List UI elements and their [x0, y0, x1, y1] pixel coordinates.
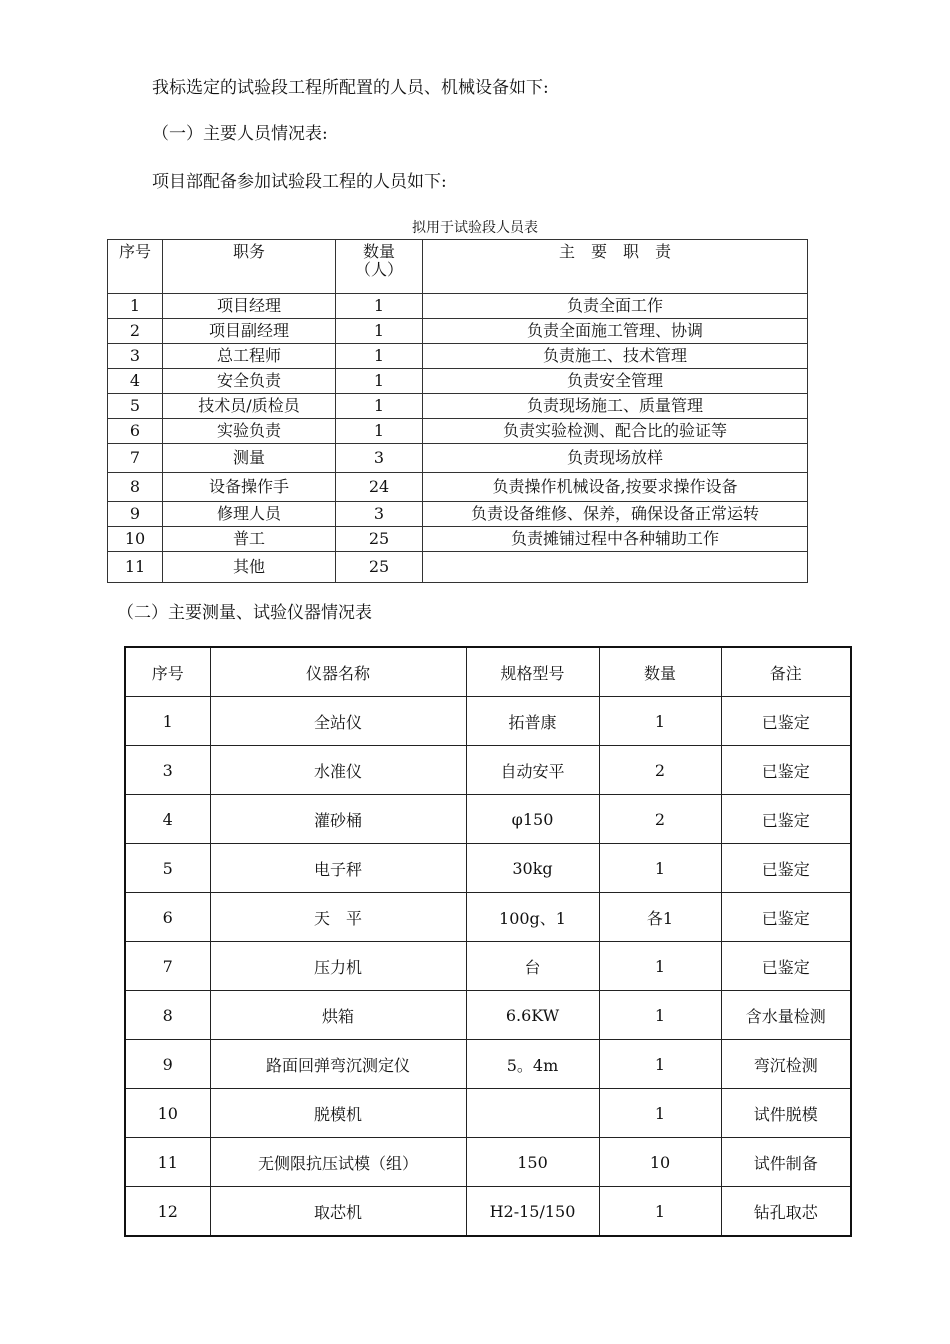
instruments-table-header: [125, 647, 851, 697]
header-count-line1: 数量: [362, 242, 395, 261]
cell-remark: 含水量检测: [721, 991, 851, 1040]
cell-role: 项目副经理: [163, 319, 336, 344]
cell-role: 技术员/质检员: [163, 394, 336, 419]
table-row: [125, 844, 851, 893]
cell-count: 3: [336, 444, 423, 473]
cell-name: 电子秤: [210, 844, 466, 893]
cell-count: 24: [336, 473, 423, 502]
personnel-table: [107, 239, 808, 583]
cell-name: 水准仪: [210, 746, 466, 795]
cell-role: 总工程师: [163, 344, 336, 369]
cell-no: 7: [108, 444, 163, 473]
cell-no: 5: [125, 844, 210, 893]
cell-duty: 负责操作机械设备,按要求操作设备: [423, 473, 808, 502]
cell-duty: 负责设备维修、保养，确保设备正常运转: [423, 502, 808, 527]
cell-no: 9: [125, 1040, 210, 1089]
cell-count: 1: [336, 369, 423, 394]
table-row: [125, 1040, 851, 1089]
cell-count: 1: [336, 344, 423, 369]
cell-count: 1: [336, 419, 423, 444]
table-row: [125, 1138, 851, 1187]
cell-duty: 负责全面工作: [423, 294, 808, 319]
cell-role: 普工: [163, 527, 336, 552]
table-row: [125, 795, 851, 844]
cell-no: 4: [108, 369, 163, 394]
cell-qty: 1: [599, 1040, 721, 1089]
cell-remark: 已鉴定: [721, 795, 851, 844]
cell-name: 取芯机: [210, 1187, 466, 1237]
cell-remark: 试件制备: [721, 1138, 851, 1187]
cell-no: 11: [125, 1138, 210, 1187]
cell-no: 9: [108, 502, 163, 527]
table-row: [125, 1187, 851, 1237]
cell-duty: 负责现场放样: [423, 444, 808, 473]
table-row: [108, 502, 808, 527]
cell-name: 路面回弹弯沉测定仪: [210, 1040, 466, 1089]
cell-count: 25: [336, 527, 423, 552]
cell-role: 其他: [163, 552, 336, 583]
cell-count: 1: [336, 294, 423, 319]
cell-spec: 5。4m: [466, 1040, 599, 1089]
cell-name: 烘箱: [210, 991, 466, 1040]
cell-no: 1: [125, 697, 210, 746]
cell-remark: 已鉴定: [721, 746, 851, 795]
cell-qty: 10: [599, 1138, 721, 1187]
cell-role: 测量: [163, 444, 336, 473]
header-remark: 备注: [721, 647, 851, 697]
personnel-table-header: [108, 240, 808, 294]
cell-name: 天 平: [210, 893, 466, 942]
table-row: [125, 1089, 851, 1138]
cell-count: 25: [336, 552, 423, 583]
personnel-table-caption: 拟用于试验段人员表: [412, 220, 538, 236]
cell-qty: 各1: [599, 893, 721, 942]
table-row: [125, 893, 851, 942]
header-no: 序号: [125, 647, 210, 697]
header-qty: 数量: [599, 647, 721, 697]
cell-remark: 已鉴定: [721, 697, 851, 746]
instruments-table: [124, 646, 852, 1237]
header-name: 仪器名称: [210, 647, 466, 697]
table-row: [108, 369, 808, 394]
cell-remark: 已鉴定: [721, 893, 851, 942]
cell-duty: 负责实验检测、配合比的验证等: [423, 419, 808, 444]
cell-no: 6: [108, 419, 163, 444]
table-row: [108, 419, 808, 444]
cell-role: 修理人员: [163, 502, 336, 527]
table-row: [108, 473, 808, 502]
cell-remark: 已鉴定: [721, 844, 851, 893]
table-row: [125, 697, 851, 746]
cell-count: 1: [336, 319, 423, 344]
cell-qty: 1: [599, 991, 721, 1040]
cell-duty: 负责安全管理: [423, 369, 808, 394]
cell-no: 1: [108, 294, 163, 319]
cell-no: 8: [125, 991, 210, 1040]
cell-no: 3: [108, 344, 163, 369]
cell-duty: 负责摊铺过程中各种辅助工作: [423, 527, 808, 552]
table-row: [108, 527, 808, 552]
table-row: [108, 394, 808, 419]
cell-no: 6: [125, 893, 210, 942]
cell-role: 项目经理: [163, 294, 336, 319]
table-row: [125, 746, 851, 795]
cell-spec: H2-15/150: [466, 1187, 599, 1237]
cell-qty: 2: [599, 746, 721, 795]
cell-spec: 6.6KW: [466, 991, 599, 1040]
cell-qty: 1: [599, 844, 721, 893]
section-1-title: （一）主要人员情况表:: [152, 124, 328, 144]
header-role: 职务: [163, 240, 336, 294]
cell-no: 10: [125, 1089, 210, 1138]
intro-line-2: 项目部配备参加试验段工程的人员如下:: [152, 172, 447, 192]
cell-name: 脱模机: [210, 1089, 466, 1138]
table-row: [108, 444, 808, 473]
cell-no: 11: [108, 552, 163, 583]
table-row: [125, 942, 851, 991]
cell-no: 10: [108, 527, 163, 552]
cell-qty: 1: [599, 697, 721, 746]
cell-spec: φ150: [466, 795, 599, 844]
cell-count: 1: [336, 394, 423, 419]
cell-no: 3: [125, 746, 210, 795]
cell-no: 4: [125, 795, 210, 844]
cell-spec: 150: [466, 1138, 599, 1187]
cell-name: 全站仪: [210, 697, 466, 746]
cell-role: 设备操作手: [163, 473, 336, 502]
cell-no: 12: [125, 1187, 210, 1237]
intro-line-1: 我标选定的试验段工程所配置的人员、机械设备如下:: [152, 78, 549, 98]
header-duty: 主 要 职 责: [423, 240, 808, 294]
cell-no: 8: [108, 473, 163, 502]
cell-remark: 弯沉检测: [721, 1040, 851, 1089]
cell-count: 3: [336, 502, 423, 527]
cell-spec: 自动安平: [466, 746, 599, 795]
cell-remark: 试件脱模: [721, 1089, 851, 1138]
header-count: [336, 240, 423, 294]
cell-spec: 拓普康: [466, 697, 599, 746]
cell-remark: 已鉴定: [721, 942, 851, 991]
cell-qty: 2: [599, 795, 721, 844]
cell-spec: 100g、1: [466, 893, 599, 942]
table-row: [108, 294, 808, 319]
table-row: [108, 344, 808, 369]
cell-spec: 30kg: [466, 844, 599, 893]
section-2-title: （二）主要测量、试验仪器情况表: [117, 603, 372, 623]
header-no: 序号: [108, 240, 163, 294]
table-row: [108, 552, 808, 583]
cell-name: 压力机: [210, 942, 466, 991]
cell-role: 安全负责: [163, 369, 336, 394]
cell-qty: 1: [599, 1187, 721, 1237]
cell-no: 7: [125, 942, 210, 991]
cell-qty: 1: [599, 1089, 721, 1138]
cell-remark: 钻孔取芯: [721, 1187, 851, 1237]
cell-duty: 负责现场施工、质量管理: [423, 394, 808, 419]
table-row: [125, 991, 851, 1040]
cell-duty: 负责全面施工管理、协调: [423, 319, 808, 344]
cell-duty: 负责施工、技术管理: [423, 344, 808, 369]
table-row: [108, 319, 808, 344]
cell-role: 实验负责: [163, 419, 336, 444]
cell-spec: [466, 1089, 599, 1138]
cell-qty: 1: [599, 942, 721, 991]
cell-spec: 台: [466, 942, 599, 991]
cell-name: 无侧限抗压试模（组）: [210, 1138, 466, 1187]
header-spec: 规格型号: [466, 647, 599, 697]
cell-no: 2: [108, 319, 163, 344]
header-count-line2: （人）: [354, 260, 403, 279]
cell-duty: [423, 552, 808, 583]
cell-name: 灌砂桶: [210, 795, 466, 844]
cell-no: 5: [108, 394, 163, 419]
